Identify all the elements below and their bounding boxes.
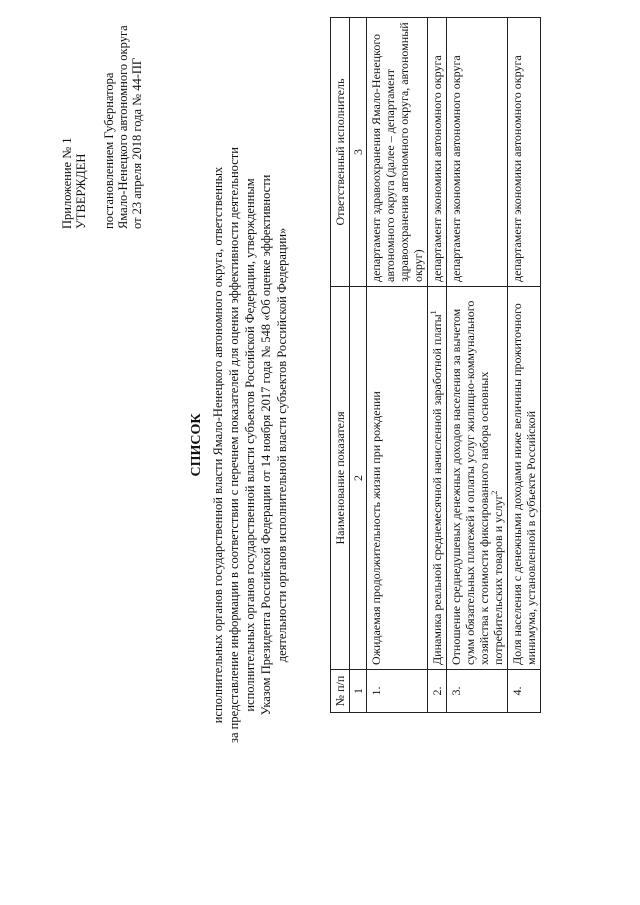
subtitle-line: исполнительных органов государственной власти субъектов Российской Федерации, утвержденным [243, 178, 257, 712]
decree-date-line: от 23 апреля 2018 года № 44-ПГ [130, 57, 144, 229]
row-executor: департамент здравоохранения Ямало-Ненецкого автономного округа (далее – департамент здравоохранения автономного округа, автономный округ) [367, 18, 428, 287]
approved-label: УТВЕРЖДЕН [74, 153, 88, 229]
table-header-row [331, 18, 350, 713]
subtitle-line: деятельности органов исполнительной власти субъектов Российской Федерации» [275, 227, 289, 663]
row-executor: департамент экономики автономного округа [508, 18, 541, 287]
column-number: 3 [350, 18, 367, 287]
column-number: 2 [350, 287, 367, 670]
row-executor: департамент экономики автономного округа [428, 18, 447, 287]
spacer [88, 9, 102, 229]
document-title: СПИСОК [189, 413, 204, 477]
row-num: 3. [447, 670, 508, 713]
footnote-mark: 1 [429, 310, 438, 315]
row-num: 1. [367, 670, 428, 713]
table-row [428, 18, 447, 713]
row-name: Ожидаемая продолжительность жизни при рождении [367, 287, 428, 670]
indicators-table [330, 17, 541, 713]
column-number-row [350, 18, 367, 713]
row-name-cell [428, 287, 447, 670]
approval-block [60, 9, 144, 229]
row-name: Отношение среднедушевых денежных доходов населения за вычетом сумм обязательных платежей и оплаты услуг жилищно-коммунального хозяйства к стоимости фиксированного набора основных потребительских товаров и услуг [449, 300, 505, 665]
row-name-cell [447, 287, 508, 670]
appendix-label: Приложение № 1 [60, 137, 74, 229]
table-row [367, 18, 428, 713]
header-name: Наименование показателя [331, 287, 350, 670]
subtitle-line: за представление информации в соответствии с перечнем показателей для оценки эффективности деятельности [227, 147, 241, 743]
table-row [447, 18, 508, 713]
row-num: 2. [428, 670, 447, 713]
subtitle-line: исполнительных органов государственной власти Ямало-Ненецкого автономного округа, ответственных [211, 166, 225, 724]
column-number: 1 [350, 670, 367, 713]
decree-line: постановлением Губернатора [102, 72, 116, 229]
document-subtitle [210, 135, 290, 755]
row-name: Динамика реальной среднемесячной начисленной заработной платы [430, 314, 444, 665]
subtitle-line: Указом Президента Российской Федерации от 14 ноября 2017 года № 548 «Об оценке эффективности [259, 174, 273, 716]
row-name: Доля населения с денежными доходами ниже величины прожиточного минимума, установленной в субъекте Российской [508, 287, 541, 670]
footnote-mark: 2 [490, 490, 499, 495]
header-executor: Ответственный исполнитель [331, 18, 350, 287]
row-executor: департамент экономики автономного округа [447, 18, 508, 287]
header-num: № п/п [331, 670, 350, 713]
region-line: Ямало-Ненецкого автономного округа [116, 25, 130, 229]
table-row [508, 18, 541, 713]
row-num: 4. [508, 670, 541, 713]
